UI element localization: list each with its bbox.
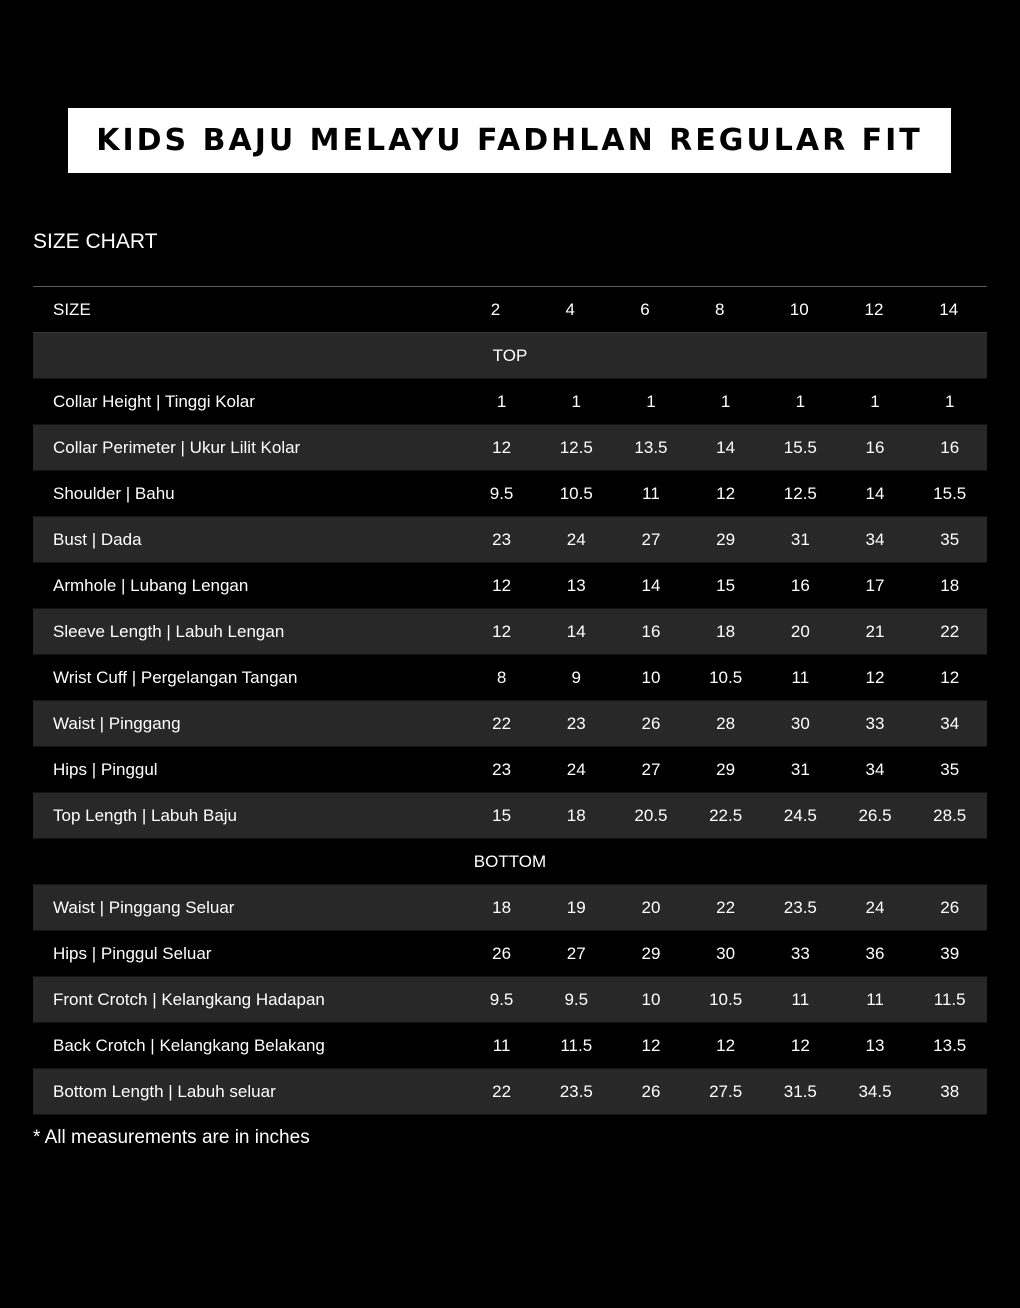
measurement-value: 8 — [496, 667, 507, 687]
measurement-value: 29 — [641, 943, 661, 963]
measurement-value: 1 — [720, 391, 731, 411]
measurement-value: 12 — [940, 667, 960, 687]
measurement-label: Hips | Pinggul — [53, 759, 158, 779]
size-header-cell: 14 — [939, 299, 959, 319]
measurement-value: 13.5 — [634, 437, 668, 457]
measurement-label: Collar Perimeter | Ukur Lilit Kolar — [53, 437, 301, 457]
measurement-value: 12 — [716, 483, 736, 503]
table-row — [33, 793, 987, 839]
measurement-value: 17 — [865, 575, 885, 595]
measurement-value: 13 — [566, 575, 586, 595]
measurement-label: Back Crotch | Kelangkang Belakang — [53, 1035, 325, 1055]
measurement-value: 15.5 — [783, 437, 817, 457]
measurement-value: 11.5 — [933, 989, 966, 1009]
measurement-value: 23 — [492, 529, 512, 549]
measurement-value: 11 — [791, 989, 810, 1009]
measurement-value: 29 — [716, 759, 736, 779]
table-row — [33, 701, 987, 747]
measurement-value: 10.5 — [709, 667, 743, 687]
size-header-cell: 6 — [640, 299, 650, 319]
measurement-value: 26 — [641, 713, 661, 733]
size-chart-body — [33, 333, 987, 1115]
table-row — [33, 563, 987, 609]
measurement-value: 34 — [940, 713, 960, 733]
table-row — [33, 517, 987, 563]
measurement-value: 26 — [492, 943, 512, 963]
size-header-cell: 4 — [565, 299, 576, 319]
measurement-value: 13.5 — [933, 1035, 967, 1055]
table-row — [33, 425, 987, 471]
measurement-value: 38 — [940, 1081, 960, 1101]
measurement-value: 11 — [492, 1035, 511, 1055]
measurement-value: 14 — [865, 483, 885, 503]
measurement-value: 23.5 — [559, 1081, 593, 1101]
size-header-cell: 8 — [715, 299, 725, 319]
measurement-value: 12.5 — [783, 483, 817, 503]
table-row — [33, 747, 987, 793]
measurement-value: 24 — [566, 529, 586, 549]
measurement-value: 11 — [866, 989, 884, 1009]
measurement-value: 9.5 — [489, 483, 514, 503]
measurement-value: 13 — [865, 1035, 885, 1055]
measurement-value: 12 — [492, 437, 512, 457]
measurement-value: 12 — [865, 667, 885, 687]
measurement-value: 21 — [865, 621, 885, 641]
measurement-value: 16 — [865, 437, 885, 457]
measurement-value: 26.5 — [858, 805, 892, 825]
measurement-value: 19 — [566, 897, 586, 917]
size-header-cell: 2 — [490, 299, 501, 319]
size-header-cell: 12 — [864, 299, 884, 319]
measurement-value: 33 — [865, 713, 885, 733]
measurement-value: 12 — [716, 1035, 736, 1055]
table-row — [33, 379, 987, 425]
measurement-label: Wrist Cuff | Pergelangan Tangan — [53, 667, 298, 687]
measurement-value: 23 — [492, 759, 512, 779]
measurement-value: 22 — [716, 897, 736, 917]
measurement-value: 26 — [641, 1081, 661, 1101]
measurement-value: 18 — [940, 575, 960, 595]
measurement-value: 33 — [790, 943, 810, 963]
size-header-row — [33, 287, 987, 333]
measurement-value: 35 — [940, 759, 960, 779]
measurement-label: Armhole | Lubang Lengan — [53, 575, 249, 595]
section-label: TOP — [492, 345, 528, 365]
measurement-value: 31 — [790, 759, 810, 779]
measurement-value: 16 — [790, 575, 810, 595]
measurement-value: 1 — [870, 391, 880, 411]
size-header-cell: 10 — [789, 299, 809, 319]
measurement-value: 12 — [492, 621, 512, 641]
measurement-value: 20.5 — [634, 805, 668, 825]
measurement-value: 1 — [944, 391, 955, 411]
measurement-value: 1 — [795, 391, 806, 411]
measurement-value: 11.5 — [560, 1035, 593, 1055]
measurement-value: 27.5 — [709, 1081, 743, 1101]
measurement-value: 22 — [492, 713, 512, 733]
table-row — [33, 1069, 987, 1115]
measurement-value: 18 — [566, 805, 586, 825]
measurement-value: 15 — [492, 805, 512, 825]
measurement-value: 15.5 — [933, 483, 967, 503]
measurement-value: 16 — [940, 437, 960, 457]
measurement-value: 28.5 — [933, 805, 967, 825]
measurement-value: 12.5 — [559, 437, 593, 457]
measurement-label: Sleeve Length | Labuh Lengan — [53, 621, 285, 641]
measurement-value: 36 — [865, 943, 885, 963]
measurement-label: Shoulder | Bahu — [53, 483, 175, 503]
page-title: KIDS BAJU MELAYU FADHLAN REGULAR FIT — [96, 123, 923, 158]
measurement-value: 1 — [646, 391, 656, 411]
measurement-value: 22 — [492, 1081, 512, 1101]
measurement-value: 34.5 — [858, 1081, 892, 1101]
measurement-value: 1 — [496, 391, 507, 411]
measurement-label: Top Length | Labuh Baju — [53, 805, 238, 825]
measurement-value: 39 — [940, 943, 960, 963]
measurement-value: 12 — [641, 1035, 661, 1055]
measurement-value: 22 — [940, 621, 960, 641]
measurement-value: 9.5 — [489, 989, 514, 1009]
measurement-value: 15 — [716, 575, 736, 595]
measurement-value: 28 — [716, 713, 736, 733]
measurement-value: 26 — [940, 897, 960, 917]
measurement-value: 24.5 — [783, 805, 817, 825]
measurement-value: 18 — [716, 621, 736, 641]
measurement-footnote: * All measurements are in inches — [33, 1127, 310, 1148]
measurement-value: 24 — [865, 897, 885, 917]
measurement-value: 1 — [571, 391, 581, 411]
size-header-label: SIZE — [53, 299, 91, 319]
section-row-bottom — [33, 839, 987, 885]
measurement-value: 11 — [642, 483, 660, 503]
measurement-value: 27 — [641, 759, 661, 779]
measurement-value: 12 — [790, 1035, 810, 1055]
table-row — [33, 885, 987, 931]
measurement-value: 23.5 — [783, 897, 817, 917]
measurement-label: Hips | Pinggul Seluar — [53, 943, 212, 963]
table-row — [33, 977, 987, 1023]
table-row — [33, 1023, 987, 1069]
measurement-value: 31 — [790, 529, 810, 549]
measurement-value: 23 — [566, 713, 586, 733]
measurement-value: 14 — [566, 621, 586, 641]
section-label: BOTTOM — [473, 851, 547, 871]
measurement-value: 10.5 — [559, 483, 593, 503]
measurement-value: 35 — [940, 529, 960, 549]
measurement-value: 20 — [790, 621, 810, 641]
measurement-value: 10.5 — [709, 989, 743, 1009]
size-chart-table — [33, 286, 987, 1115]
measurement-value: 9.5 — [564, 989, 589, 1009]
table-row — [33, 655, 987, 701]
measurement-value: 14 — [716, 437, 736, 457]
measurement-value: 34 — [865, 529, 885, 549]
measurement-value: 9 — [571, 667, 581, 687]
section-row-top — [33, 333, 987, 379]
measurement-value: 11 — [791, 667, 810, 687]
measurement-label: Front Crotch | Kelangkang Hadapan — [53, 989, 325, 1009]
measurement-label: Waist | Pinggang Seluar — [53, 897, 235, 917]
measurement-value: 30 — [716, 943, 736, 963]
measurement-value: 18 — [492, 897, 512, 917]
title-banner — [68, 108, 951, 173]
measurement-value: 29 — [716, 529, 736, 549]
table-row — [33, 609, 987, 655]
measurement-label: Collar Height | Tinggi Kolar — [53, 391, 255, 411]
measurement-label: Waist | Pinggang — [53, 713, 181, 733]
measurement-value: 10 — [641, 989, 661, 1009]
measurement-value: 10 — [641, 667, 661, 687]
measurement-label: Bottom Length | Labuh seluar — [53, 1081, 276, 1101]
table-row — [33, 471, 987, 517]
measurement-value: 12 — [492, 575, 512, 595]
measurement-value: 31.5 — [783, 1081, 817, 1101]
measurement-value: 22.5 — [709, 805, 743, 825]
size-chart-heading: SIZE CHART — [33, 230, 158, 253]
table-row — [33, 931, 987, 977]
measurement-value: 24 — [566, 759, 586, 779]
measurement-value: 27 — [566, 943, 586, 963]
measurement-value: 30 — [790, 713, 810, 733]
measurement-value: 20 — [641, 897, 661, 917]
measurement-label: Bust | Dada — [53, 529, 142, 549]
measurement-value: 34 — [865, 759, 885, 779]
measurement-value: 27 — [641, 529, 661, 549]
measurement-value: 16 — [641, 621, 661, 641]
measurement-value: 14 — [641, 575, 661, 595]
